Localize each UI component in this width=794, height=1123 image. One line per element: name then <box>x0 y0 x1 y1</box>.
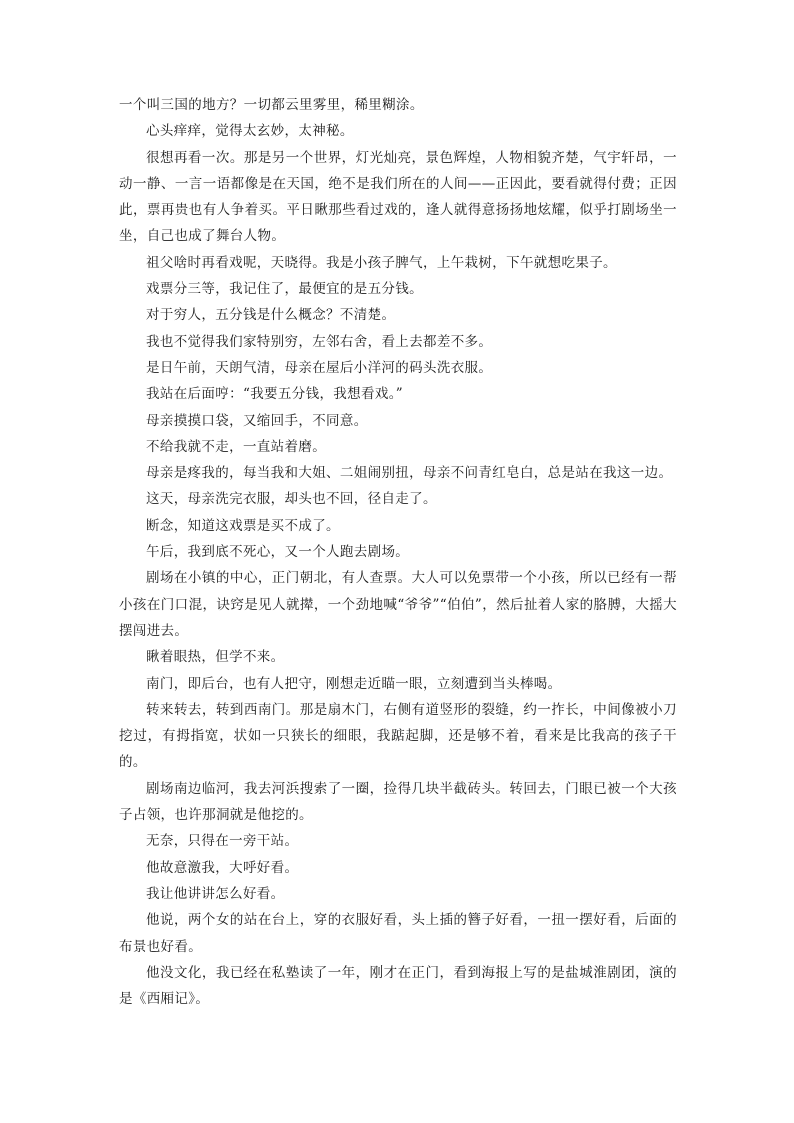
paragraph: 一个叫三国的地方？一切都云里雾里，稀里糊涂。 <box>119 97 424 113</box>
paragraph: 祖父啥时再看戏呢，天晓得。我是小孩子脾气，上午栽树，下午就想吃果子。 <box>146 254 617 271</box>
paragraph: 断念，知道这戏票是买不成了。 <box>146 517 340 534</box>
paragraph: 午后，我到底不死心，又一个人跑去剧场。 <box>146 544 410 561</box>
paragraph: 对于穷人，五分钱是什么概念？不清楚。 <box>146 307 396 324</box>
paragraph: 很想再看一次。那是另一个世界，灯光灿亮，景色辉煌，人物相貌齐楚，气宇轩昂，一动一静、一言一语都像是在天国，绝不是我们所在的人间——正因此，要看就得付费；正因此，票再贵也有人争着买。平日瞅那些看过戏的，逢人就得意扬扬地炫耀，似乎打剧场坐一坐，自己也成了舞台人物。 <box>119 149 677 245</box>
paragraph: 我让他讲讲怎么好看。 <box>146 885 285 902</box>
paragraph: 心头痒痒，觉得太玄妙，太神秘。 <box>146 123 354 140</box>
paragraph: 母亲是疼我的，每当我和大姐、二姐闹别扭，母亲不问青红皂白，总是站在我这一边。 <box>146 465 673 482</box>
document-body <box>119 92 677 1012</box>
paragraph: 剧场南边临河，我去河浜搜索了一圈，捡得几块半截砖头。转回去，门眼已被一个大孩子占领，也许那洞就是他挖的。 <box>119 780 677 824</box>
paragraph: 我站在后面哼：“我要五分钱，我想看戏。” <box>146 386 404 403</box>
paragraph: 母亲摸摸口袋，又缩回手，不同意。 <box>146 412 368 429</box>
paragraph: 剧场在小镇的中心，正门朝北，有人查票。大人可以免票带一个小孩，所以已经有一帮小孩在门口混，诀窍是见人就撵，一个劲地喊“爷爷”“伯伯”，然后扯着人家的胳膊，大摇大摆闯进去。 <box>119 570 677 639</box>
paragraph: 这天，母亲洗完衣服，却头也不回，径自走了。 <box>146 491 437 508</box>
paragraph: 他说，两个女的站在台上，穿的衣服好看，头上插的簪子好看，一扭一摆好看，后面的布景也好看。 <box>119 912 677 955</box>
paragraph: 南门，即后台，也有人把守，刚想走近瞄一眼，立刻遭到当头棒喝。 <box>146 675 562 692</box>
paragraph: 不给我就不走，一直站着磨。 <box>146 438 327 455</box>
paragraph: 戏票分三等，我记住了，最便宜的是五分钱。 <box>146 281 423 298</box>
paragraph: 他没文化，我已经在私塾读了一年，刚才在正门，看到海报上写的是盐城淮剧团，演的是《西厢记》。 <box>119 964 677 1008</box>
paragraph: 是日午前，天朗气清，母亲在屋后小洋河的码头洗衣服。 <box>146 359 493 376</box>
paragraph: 瞅着眼热，但学不来。 <box>146 649 285 666</box>
paragraph: 我也不觉得我们家特别穷，左邻右舍，看上去都差不多。 <box>146 333 493 350</box>
paragraph: 他故意激我，大呼好看。 <box>146 859 299 876</box>
paragraph: 转来转去，转到西南门。那是扇木门，右侧有道竖形的裂缝，约一拃长，中间像被小刀挖过，有拇指宽，状如一只狭长的细眼，我踮起脚，还是够不着，看来是比我高的孩子干的。 <box>119 701 677 771</box>
paragraph: 无奈，只得在一旁干站。 <box>146 833 299 850</box>
